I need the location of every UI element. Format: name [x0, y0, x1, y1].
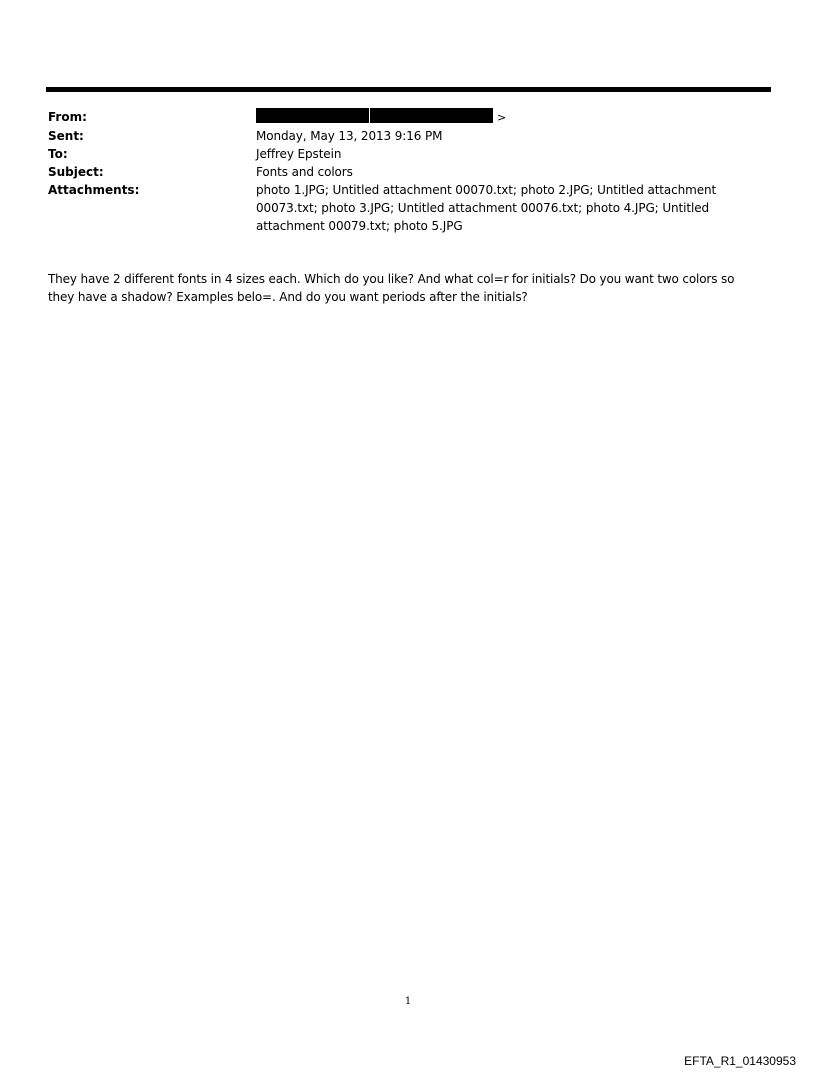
attachments-row — [48, 181, 748, 235]
document-id: EFTA_R1_01430953 — [684, 1054, 796, 1068]
page-number: 1 — [404, 996, 412, 1007]
subject-label: Subject: — [48, 165, 104, 179]
to-row — [48, 145, 748, 163]
redaction-box — [370, 108, 493, 123]
from-label: From: — [48, 110, 87, 124]
email-header — [48, 108, 748, 235]
to-label: To: — [48, 147, 68, 161]
from-row — [48, 108, 748, 127]
attachments-label: Attachments: — [48, 183, 140, 197]
sent-value: Monday, May 13, 2013 9:16 PM — [256, 129, 443, 143]
from-value — [256, 108, 748, 127]
header-divider — [46, 87, 771, 92]
redaction-box — [256, 108, 369, 123]
email-body: They have 2 different fonts in 4 sizes each. Which do you like? And what col=r for initials? Do you want two colors so they have a shadow? Examples belo=. And do you want periods after the initials? — [48, 272, 735, 304]
sent-row — [48, 127, 748, 145]
from-suffix: > — [497, 111, 507, 124]
to-value: Jeffrey Epstein — [256, 147, 342, 161]
subject-row — [48, 163, 748, 181]
attachments-value: photo 1.JPG; Untitled attachment 00070.txt; photo 2.JPG; Untitled attachment 00073.txt; photo 3.JPG; Untitled attachment 00076.txt; photo 4.JPG; Untitled attachment 00079.txt; photo 5.JPG — [256, 183, 717, 233]
subject-value: Fonts and colors — [256, 165, 353, 179]
sent-label: Sent: — [48, 129, 84, 143]
